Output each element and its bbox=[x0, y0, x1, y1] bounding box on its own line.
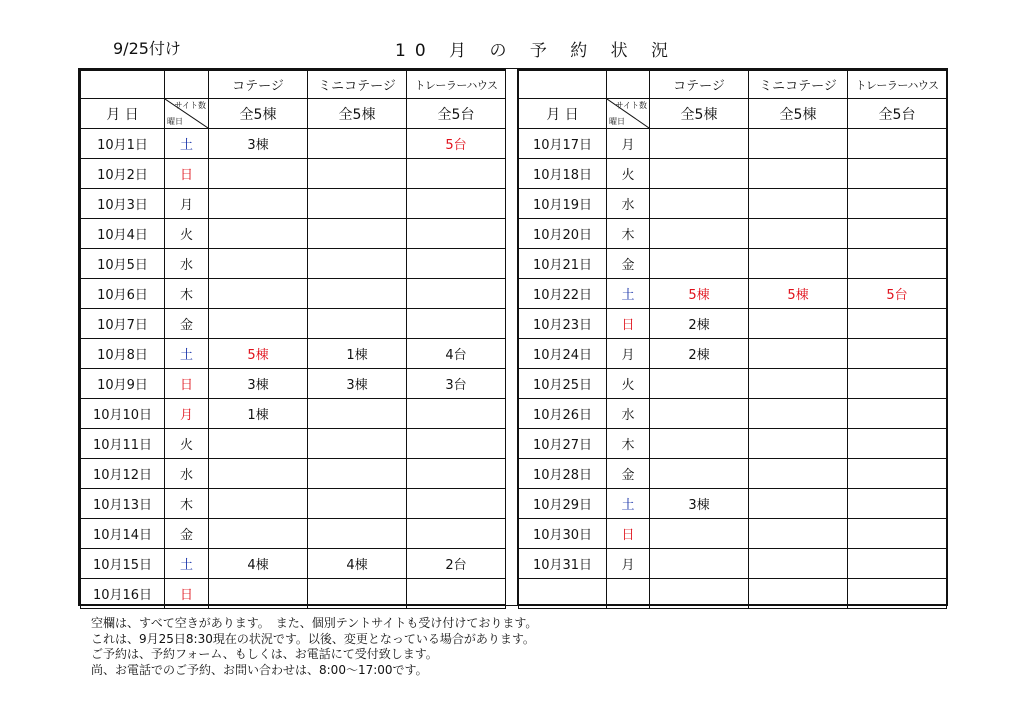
trailer-house-cell bbox=[848, 459, 947, 489]
cottage-cell bbox=[650, 249, 749, 279]
date-cell: 10月10日 bbox=[81, 399, 165, 429]
trailer-house-cell bbox=[407, 489, 506, 519]
cottage-cell bbox=[650, 189, 749, 219]
cottage-cell bbox=[209, 279, 308, 309]
weekday-cell: 月 bbox=[607, 129, 650, 159]
table-row bbox=[519, 549, 947, 579]
mini-cottage-cell: 1棟 bbox=[308, 339, 407, 369]
cottage-cell bbox=[209, 159, 308, 189]
date-cell: 10月30日 bbox=[519, 519, 607, 549]
weekday-cell: 水 bbox=[165, 459, 209, 489]
weekday-cell: 水 bbox=[607, 189, 650, 219]
mini-cottage-cell bbox=[308, 159, 407, 189]
weekday-cell: 月 bbox=[607, 339, 650, 369]
mini-cottage-cell bbox=[749, 309, 848, 339]
weekday-cell: 金 bbox=[165, 519, 209, 549]
table-row bbox=[81, 549, 506, 579]
weekday-cell: 木 bbox=[165, 489, 209, 519]
cottage-cell bbox=[209, 489, 308, 519]
trailer-house-header: トレーラーハウス bbox=[848, 71, 947, 99]
weekday-cell: 金 bbox=[165, 309, 209, 339]
date-cell: 10月6日 bbox=[81, 279, 165, 309]
cottage-cell bbox=[209, 579, 308, 609]
weekday-label: 曜日 bbox=[167, 117, 183, 126]
date-cell: 10月1日 bbox=[81, 129, 165, 159]
mini-cottage-header: ミニコテージ bbox=[749, 71, 848, 99]
date-cell: 10月23日 bbox=[519, 309, 607, 339]
date-cell: 10月16日 bbox=[81, 579, 165, 609]
table-row bbox=[81, 399, 506, 429]
trailer-house-cell: 5台 bbox=[407, 129, 506, 159]
mini-cottage-cell bbox=[749, 459, 848, 489]
mini-cottage-cell bbox=[308, 459, 407, 489]
table-row bbox=[81, 309, 506, 339]
trailer-house-cell bbox=[848, 159, 947, 189]
date-cell: 10月13日 bbox=[81, 489, 165, 519]
weekday-cell: 木 bbox=[607, 429, 650, 459]
cottage-cell bbox=[209, 459, 308, 489]
date-cell: 10月26日 bbox=[519, 399, 607, 429]
mini-cottage-cell bbox=[749, 219, 848, 249]
mini-cottage-cell bbox=[749, 489, 848, 519]
table-row bbox=[81, 369, 506, 399]
trailer-house-cell bbox=[407, 219, 506, 249]
table-row bbox=[519, 159, 947, 189]
cottage-cell bbox=[650, 519, 749, 549]
table-row bbox=[81, 219, 506, 249]
page-title: 10 月 の 予 約 状 況 bbox=[395, 41, 678, 61]
date-cell: 10月8日 bbox=[81, 339, 165, 369]
table-row bbox=[519, 219, 947, 249]
trailer-house-cell bbox=[848, 519, 947, 549]
cottage-cell: 2棟 bbox=[650, 309, 749, 339]
mini-cottage-cell: 5棟 bbox=[749, 279, 848, 309]
mini-cottage-cell bbox=[749, 249, 848, 279]
trailer-house-cell bbox=[407, 189, 506, 219]
trailer-house-cell bbox=[407, 459, 506, 489]
trailer-house-cell bbox=[407, 519, 506, 549]
mini-cottage-cell bbox=[308, 129, 407, 159]
trailer-house-total: 全5台 bbox=[848, 99, 947, 129]
note-line: 尚、お電話でのご予約、お問い合わせは、8:00～17:00です。 bbox=[91, 662, 428, 677]
weekday-cell: 火 bbox=[165, 429, 209, 459]
weekday-cell: 金 bbox=[607, 249, 650, 279]
table-row bbox=[519, 339, 947, 369]
weekday-cell: 月 bbox=[607, 549, 650, 579]
blank-header-cell bbox=[607, 71, 650, 99]
weekday-cell: 土 bbox=[165, 549, 209, 579]
cottage-cell bbox=[209, 189, 308, 219]
note-line: これは、9月25日8:30現在の状況です。以後、変更となっている場合があります。 bbox=[91, 631, 535, 646]
date-cell: 10月11日 bbox=[81, 429, 165, 459]
diagonal-header-cell bbox=[165, 99, 209, 129]
table-row bbox=[519, 189, 947, 219]
weekday-cell: 土 bbox=[607, 489, 650, 519]
weekday-cell: 土 bbox=[607, 279, 650, 309]
mini-cottage-cell bbox=[749, 579, 848, 609]
mini-cottage-cell bbox=[749, 159, 848, 189]
trailer-house-cell bbox=[848, 129, 947, 159]
weekday-cell: 金 bbox=[607, 459, 650, 489]
date-column-header: 月 日 bbox=[519, 99, 607, 129]
weekday-cell: 火 bbox=[165, 219, 209, 249]
mini-cottage-cell bbox=[308, 249, 407, 279]
trailer-house-cell bbox=[407, 429, 506, 459]
site-count-label: サイト数 bbox=[615, 101, 647, 110]
trailer-house-cell bbox=[407, 159, 506, 189]
cottage-header: コテージ bbox=[650, 71, 749, 99]
cottage-cell: 3棟 bbox=[209, 129, 308, 159]
cottage-cell bbox=[209, 249, 308, 279]
cottage-total: 全5棟 bbox=[650, 99, 749, 129]
mini-cottage-cell: 3棟 bbox=[308, 369, 407, 399]
mini-cottage-cell bbox=[749, 399, 848, 429]
weekday-cell: 水 bbox=[165, 249, 209, 279]
table-row bbox=[519, 309, 947, 339]
date-cell: 10月29日 bbox=[519, 489, 607, 519]
trailer-house-cell bbox=[848, 429, 947, 459]
trailer-house-cell: 5台 bbox=[848, 279, 947, 309]
table-row bbox=[81, 189, 506, 219]
cottage-cell: 1棟 bbox=[209, 399, 308, 429]
trailer-house-cell bbox=[407, 249, 506, 279]
mini-cottage-cell bbox=[308, 429, 407, 459]
trailer-house-cell bbox=[848, 579, 947, 609]
note-line: ご予約は、予約フォーム、もしくは、お電話にて受付致します。 bbox=[91, 647, 438, 662]
date-cell: 10月24日 bbox=[519, 339, 607, 369]
trailer-house-cell: 3台 bbox=[407, 369, 506, 399]
trailer-house-cell: 4台 bbox=[407, 339, 506, 369]
date-cell: 10月21日 bbox=[519, 249, 607, 279]
trailer-house-cell bbox=[848, 369, 947, 399]
weekday-cell: 日 bbox=[607, 519, 650, 549]
date-cell: 10月12日 bbox=[81, 459, 165, 489]
weekday-cell: 土 bbox=[165, 129, 209, 159]
mini-cottage-cell bbox=[308, 189, 407, 219]
reservation-table-right bbox=[518, 70, 947, 609]
blank-header-cell bbox=[81, 71, 165, 99]
date-cell: 10月19日 bbox=[519, 189, 607, 219]
cottage-cell bbox=[650, 369, 749, 399]
mini-cottage-cell bbox=[308, 399, 407, 429]
notes bbox=[91, 616, 537, 678]
trailer-house-cell bbox=[407, 399, 506, 429]
date-cell: 10月9日 bbox=[81, 369, 165, 399]
mini-cottage-cell bbox=[749, 549, 848, 579]
table-row bbox=[519, 399, 947, 429]
weekday-cell: 火 bbox=[607, 369, 650, 399]
date-cell: 10月27日 bbox=[519, 429, 607, 459]
cottage-cell bbox=[650, 429, 749, 459]
weekday-cell: 月 bbox=[165, 399, 209, 429]
table-row bbox=[81, 519, 506, 549]
date-column-header: 月 日 bbox=[81, 99, 165, 129]
date-cell: 10月31日 bbox=[519, 549, 607, 579]
cottage-cell: 5棟 bbox=[209, 339, 308, 369]
table-row bbox=[81, 579, 506, 609]
trailer-house-cell bbox=[848, 249, 947, 279]
mini-cottage-cell bbox=[308, 309, 407, 339]
weekday-cell: 火 bbox=[607, 159, 650, 189]
mini-cottage-cell: 4棟 bbox=[308, 549, 407, 579]
mini-cottage-cell bbox=[308, 279, 407, 309]
trailer-house-total: 全5台 bbox=[407, 99, 506, 129]
weekday-cell: 日 bbox=[607, 309, 650, 339]
cottage-cell bbox=[650, 579, 749, 609]
total-header-row bbox=[519, 99, 947, 129]
weekday-cell bbox=[607, 579, 650, 609]
weekday-cell: 木 bbox=[165, 279, 209, 309]
mini-cottage-cell bbox=[308, 579, 407, 609]
trailer-house-cell bbox=[848, 219, 947, 249]
mini-cottage-cell bbox=[749, 519, 848, 549]
cottage-cell bbox=[209, 309, 308, 339]
date-cell: 10月4日 bbox=[81, 219, 165, 249]
trailer-house-cell: 2台 bbox=[407, 549, 506, 579]
weekday-cell: 日 bbox=[165, 579, 209, 609]
table-row bbox=[81, 129, 506, 159]
trailer-house-cell bbox=[407, 579, 506, 609]
date-cell: 10月25日 bbox=[519, 369, 607, 399]
date-cell: 10月15日 bbox=[81, 549, 165, 579]
mini-cottage-cell bbox=[749, 339, 848, 369]
trailer-house-cell bbox=[848, 549, 947, 579]
mini-cottage-cell bbox=[749, 129, 848, 159]
weekday-cell: 土 bbox=[165, 339, 209, 369]
date-cell: 10月2日 bbox=[81, 159, 165, 189]
date-cell: 10月18日 bbox=[519, 159, 607, 189]
cottage-cell bbox=[209, 219, 308, 249]
table-row bbox=[519, 459, 947, 489]
table-row bbox=[519, 279, 947, 309]
trailer-house-header: トレーラーハウス bbox=[407, 71, 506, 99]
mini-cottage-cell bbox=[749, 189, 848, 219]
date-cell: 10月22日 bbox=[519, 279, 607, 309]
cottage-cell bbox=[650, 159, 749, 189]
table-row bbox=[519, 249, 947, 279]
mini-cottage-total: 全5棟 bbox=[749, 99, 848, 129]
trailer-house-cell bbox=[848, 399, 947, 429]
weekday-cell: 日 bbox=[165, 369, 209, 399]
site-count-label: サイト数 bbox=[174, 101, 206, 110]
table-row bbox=[81, 339, 506, 369]
cottage-cell: 5棟 bbox=[650, 279, 749, 309]
weekday-cell: 水 bbox=[607, 399, 650, 429]
cottage-cell bbox=[209, 429, 308, 459]
category-header-row bbox=[81, 71, 506, 99]
date-cell: 10月20日 bbox=[519, 219, 607, 249]
cottage-cell bbox=[209, 519, 308, 549]
trailer-house-cell bbox=[848, 189, 947, 219]
note-line: 空欄は、すべて空きがあります。 また、個別テントサイトも受け付けております。 bbox=[91, 616, 538, 630]
cottage-cell: 4棟 bbox=[209, 549, 308, 579]
category-header-row bbox=[519, 71, 947, 99]
table-row bbox=[81, 429, 506, 459]
date-cell: 10月28日 bbox=[519, 459, 607, 489]
table-row bbox=[519, 489, 947, 519]
mini-cottage-header: ミニコテージ bbox=[308, 71, 407, 99]
weekday-cell: 木 bbox=[607, 219, 650, 249]
date-cell: 10月3日 bbox=[81, 189, 165, 219]
cottage-cell bbox=[650, 219, 749, 249]
table-row bbox=[519, 429, 947, 459]
date-label: 9/25付け bbox=[113, 39, 181, 58]
cottage-total: 全5棟 bbox=[209, 99, 308, 129]
table-row bbox=[519, 369, 947, 399]
diagonal-header-cell bbox=[607, 99, 650, 129]
table-row bbox=[519, 129, 947, 159]
table-row bbox=[519, 519, 947, 549]
table-row bbox=[81, 489, 506, 519]
table-row bbox=[519, 579, 947, 609]
reservation-table-left bbox=[80, 70, 506, 609]
trailer-house-cell bbox=[848, 489, 947, 519]
date-cell bbox=[519, 579, 607, 609]
mini-cottage-cell bbox=[308, 519, 407, 549]
date-cell: 10月5日 bbox=[81, 249, 165, 279]
weekday-cell: 日 bbox=[165, 159, 209, 189]
total-header-row bbox=[81, 99, 506, 129]
trailer-house-cell bbox=[407, 309, 506, 339]
table-divider bbox=[505, 69, 518, 605]
cottage-cell: 3棟 bbox=[209, 369, 308, 399]
blank-header-cell bbox=[165, 71, 209, 99]
weekday-cell: 月 bbox=[165, 189, 209, 219]
table-row bbox=[81, 159, 506, 189]
mini-cottage-cell bbox=[308, 489, 407, 519]
cottage-cell bbox=[650, 459, 749, 489]
cottage-cell: 3棟 bbox=[650, 489, 749, 519]
cottage-cell bbox=[650, 399, 749, 429]
blank-header-cell bbox=[519, 71, 607, 99]
date-cell: 10月17日 bbox=[519, 129, 607, 159]
mini-cottage-cell bbox=[749, 429, 848, 459]
cottage-cell bbox=[650, 129, 749, 159]
table-row bbox=[81, 459, 506, 489]
weekday-label: 曜日 bbox=[609, 117, 625, 126]
cottage-cell: 2棟 bbox=[650, 339, 749, 369]
mini-cottage-cell bbox=[749, 369, 848, 399]
mini-cottage-total: 全5棟 bbox=[308, 99, 407, 129]
table-row bbox=[81, 279, 506, 309]
mini-cottage-cell bbox=[308, 219, 407, 249]
trailer-house-cell bbox=[848, 339, 947, 369]
trailer-house-cell bbox=[848, 309, 947, 339]
trailer-house-cell bbox=[407, 279, 506, 309]
cottage-header: コテージ bbox=[209, 71, 308, 99]
cottage-cell bbox=[650, 549, 749, 579]
table-row bbox=[81, 249, 506, 279]
date-cell: 10月7日 bbox=[81, 309, 165, 339]
date-cell: 10月14日 bbox=[81, 519, 165, 549]
